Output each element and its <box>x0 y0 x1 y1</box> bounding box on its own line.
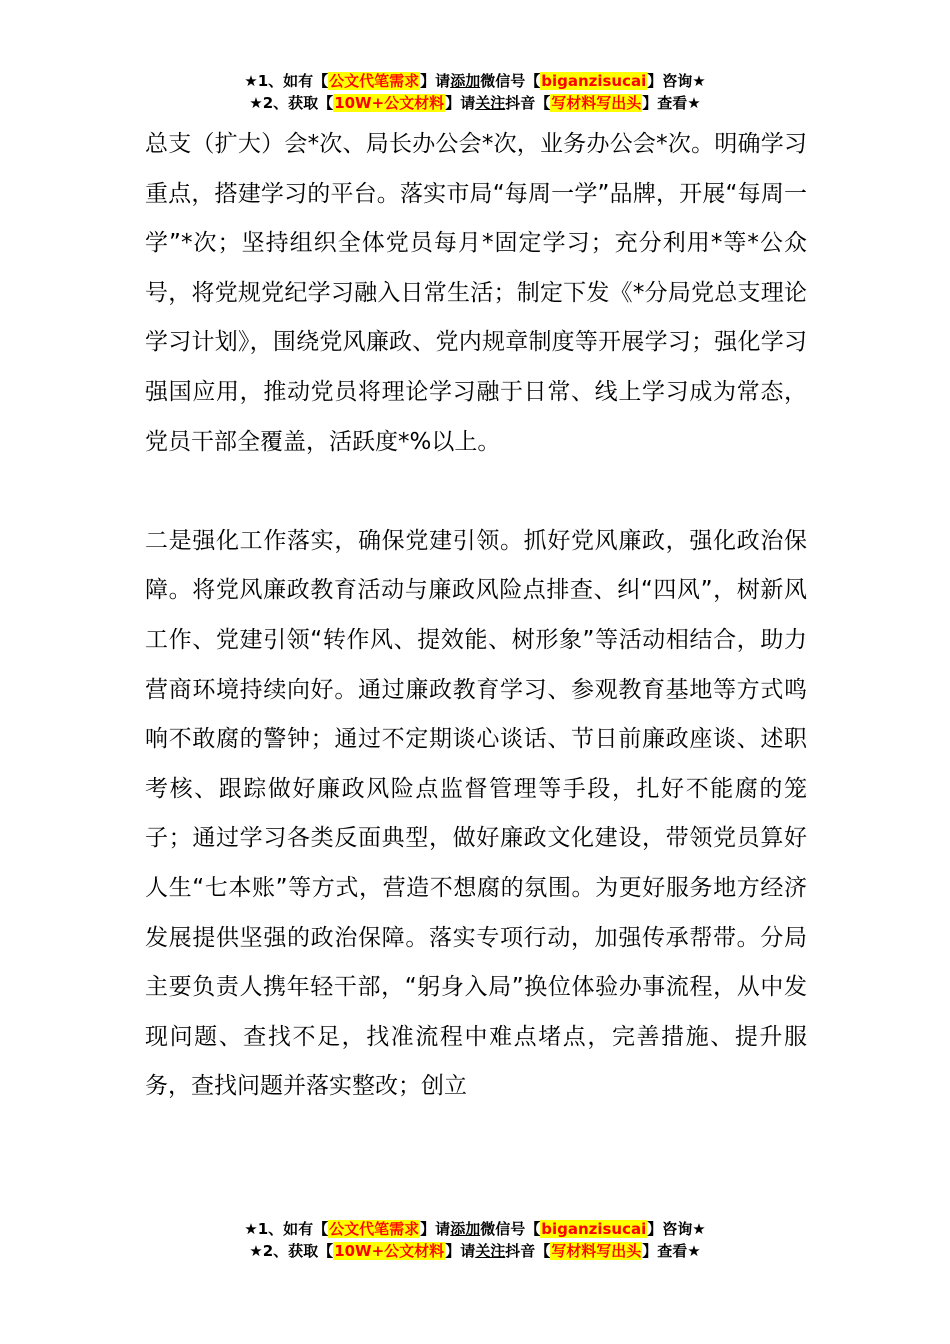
banner-line-1-underline: 添加 <box>450 72 481 90</box>
paragraph-1: 总支（扩大）会*次、局长办公会*次，业务办公会*次。明确学习重点，搭建学习的平台。落实市局“每周一学”品牌，开展“每周一学”*次；坚持组织全体党员每月*固定学习；充分利用*等*公众号，将党规党纪学习融入日常生活；制定下发《*分局党总支理论学习计划》，围绕党风廉政、党内规章制度等开展学习；强化学习强国应用，推动党员将理论学习融于日常、线上学习成为常态，党员干部全覆盖，活跃度*%以上。 <box>145 131 807 455</box>
banner-line-1-suffix: 】咨询★ <box>647 72 706 90</box>
banner-line-2-mid: 】请 <box>445 94 476 112</box>
banner-line-1-highlight-wechat: biganzisucai <box>541 72 647 90</box>
footer-line-1-underline: 添加 <box>450 1220 481 1238</box>
banner-line-1-prefix: ★1、如有【 <box>244 72 329 90</box>
banner-line-1-highlight-service: 公文代笔需求 <box>329 72 420 90</box>
footer-line-1-highlight-service: 公文代笔需求 <box>329 1220 420 1238</box>
header-banner <box>0 70 950 114</box>
footer-line-1 <box>0 1218 950 1240</box>
banner-line-2-highlight-materials: 10W+公文材料 <box>334 94 445 112</box>
banner-line-1 <box>0 70 950 92</box>
banner-line-2-highlight-douyin: 写材料写出头 <box>551 94 642 112</box>
footer-line-2 <box>0 1240 950 1262</box>
footer-line-2-highlight-douyin: 写材料写出头 <box>551 1242 642 1260</box>
footer-line-2-suffix: 】查看★ <box>642 1242 701 1260</box>
banner-line-2 <box>0 92 950 114</box>
footer-line-1-suffix: 】咨询★ <box>647 1220 706 1238</box>
banner-line-2-mid-2: 抖音【 <box>505 94 551 112</box>
footer-line-2-mid: 】请 <box>445 1242 476 1260</box>
banner-line-2-prefix: ★2、获取【 <box>249 94 334 112</box>
banner-line-2-suffix: 】查看★ <box>642 94 701 112</box>
footer-line-1-highlight-wechat: biganzisucai <box>541 1220 647 1238</box>
footer-line-1-prefix: ★1、如有【 <box>244 1220 329 1238</box>
banner-line-1-mid: 】请 <box>420 72 451 90</box>
footer-line-2-underline: 关注 <box>475 1242 506 1260</box>
footer-line-1-mid-2: 微信号【 <box>480 1220 541 1238</box>
footer-line-2-highlight-materials: 10W+公文材料 <box>334 1242 445 1260</box>
banner-line-1-mid-2: 微信号【 <box>480 72 541 90</box>
footer-banner <box>0 1218 950 1262</box>
footer-line-2-mid-2: 抖音【 <box>505 1242 551 1260</box>
footer-line-1-mid: 】请 <box>420 1220 451 1238</box>
document-body <box>145 120 807 1112</box>
paragraph-spacer <box>145 467 807 517</box>
banner-line-2-underline: 关注 <box>475 94 506 112</box>
footer-line-2-prefix: ★2、获取【 <box>249 1242 334 1260</box>
paragraph-2: 二是强化工作落实，确保党建引领。抓好党风廉政，强化政治保障。将党风廉政教育活动与廉政风险点排查、纠“四风”，树新风工作、党建引领“转作风、提效能、树形象”等活动相结合，助力营商环境持续向好。通过廉政教育学习、参观教育基地等方式鸣响不敢腐的警钟；通过不定期谈心谈话、节日前廉政座谈、述职考核、跟踪做好廉政风险点监督管理等手段，扎好不能腐的笼子；通过学习各类反面典型，做好廉政文化建设，带领党员算好人生“七本账”等方式，营造不想腐的氛围。为更好服务地方经济发展提供坚强的政治保障。落实专项行动，加强传承帮带。分局主要负责人携年轻干部，“躬身入局”换位体验办事流程，从中发现问题、查找不足，找准流程中难点堵点，完善措施、提升服务，查找问题并落实整改；创立 <box>145 527 807 1100</box>
